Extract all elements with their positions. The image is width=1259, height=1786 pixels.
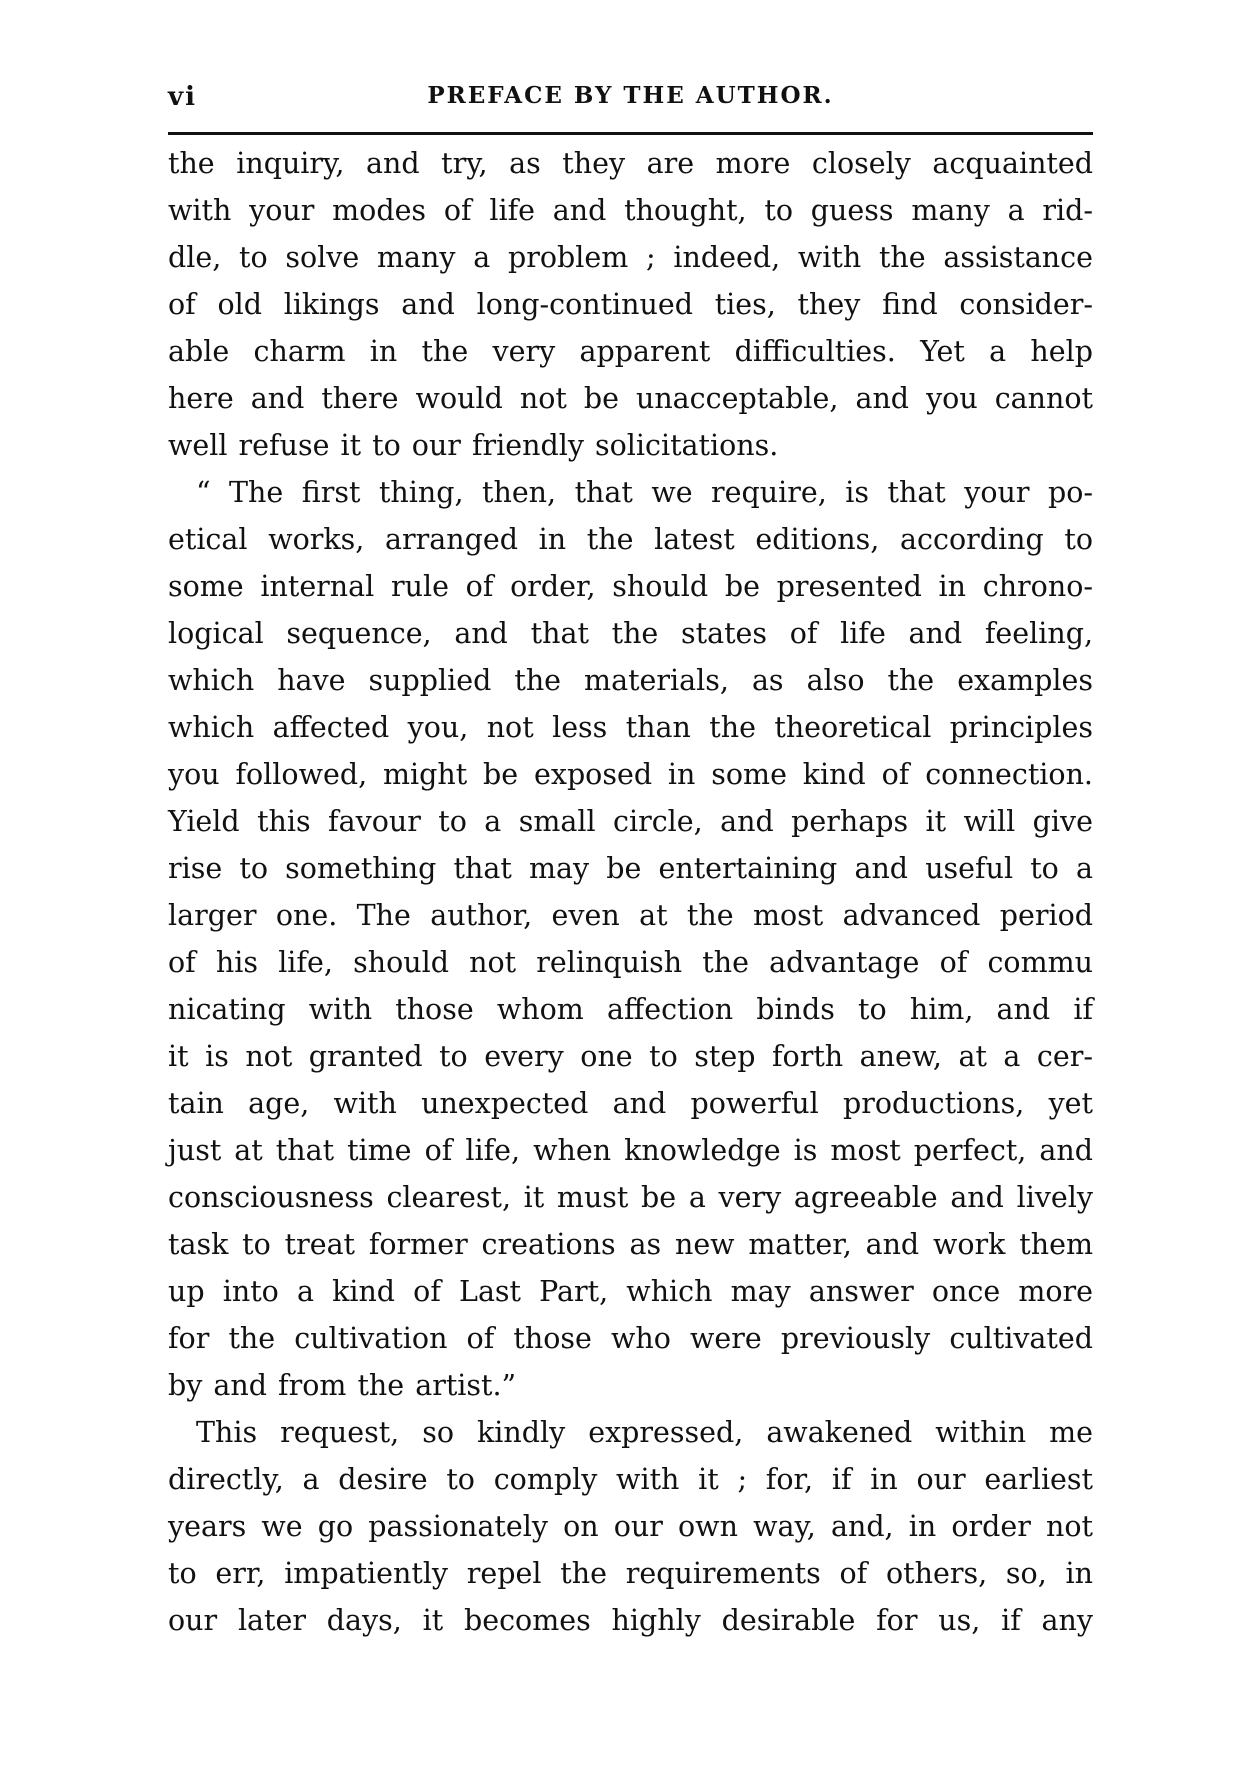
running-title: PREFACE BY THE AUTHOR. — [427, 82, 834, 109]
text-line: you followed, might be exposed in some kind of connection. — [168, 758, 1093, 791]
text-line: rise to something that may be entertaining and useful to a — [168, 852, 1093, 885]
paragraph — [168, 469, 1093, 1409]
text-line: nicating with those whom affection binds to him, and if — [168, 993, 1093, 1026]
text-line: of old likings and long-continued ties, they find consider- — [168, 288, 1093, 321]
text-line: with your modes of life and thought, to guess many a rid- — [168, 194, 1093, 227]
text-line: “ The first thing, then, that we require, is that your po- — [196, 476, 1093, 509]
page-number: vi — [168, 82, 197, 112]
text-line: years we go passionately on our own way, and, in order not — [168, 1510, 1093, 1543]
text-line: task to treat former creations as new matter, and work them — [168, 1228, 1093, 1261]
text-line: up into a kind of Last Part, which may answer once more — [168, 1275, 1093, 1308]
text-line: just at that time of life, when knowledge is most perfect, and — [168, 1134, 1093, 1167]
body-text — [168, 140, 1093, 1644]
text-line: by and from the artist.” — [168, 1369, 517, 1402]
text-line: of his life, should not relinquish the advantage of commu — [168, 946, 1093, 979]
text-line: to err, impatiently repel the requirements of others, so, in — [168, 1557, 1093, 1590]
text-line: etical works, arranged in the latest editions, according to — [168, 523, 1093, 556]
text-line: some internal rule of order, should be presented in chrono- — [168, 570, 1093, 603]
text-line: directly, a desire to comply with it ; for, if in our earliest — [168, 1463, 1093, 1496]
text-line: able charm in the very apparent difficulties. Yet a help — [168, 335, 1093, 368]
text-line: tain age, with unexpected and powerful productions, yet — [168, 1087, 1093, 1120]
text-line: for the cultivation of those who were previously cultivated — [168, 1322, 1093, 1355]
text-line: consciousness clearest, it must be a very agreeable and lively — [168, 1181, 1093, 1214]
page-header — [168, 82, 1093, 122]
text-line: well refuse it to our friendly solicitations. — [168, 429, 779, 462]
text-line: the inquiry, and try, as they are more closely acquainted — [168, 147, 1093, 180]
text-line: This request, so kindly expressed, awakened within me — [196, 1416, 1093, 1449]
text-line: which affected you, not less than the theoretical principles — [168, 711, 1093, 744]
text-line: it is not granted to every one to step forth anew, at a cer- — [168, 1040, 1093, 1073]
header-rule — [168, 132, 1093, 135]
text-line: logical sequence, and that the states of life and feeling, — [168, 617, 1093, 650]
text-line: dle, to solve many a problem ; indeed, with the assistance — [168, 241, 1093, 274]
text-line: here and there would not be unacceptable, and you cannot — [168, 382, 1093, 415]
text-line: Yield this favour to a small circle, and perhaps it will give — [168, 805, 1093, 838]
paragraph — [168, 140, 1093, 469]
paragraph — [168, 1409, 1093, 1644]
text-line: our later days, it becomes highly desirable for us, if any — [168, 1604, 1093, 1637]
text-line: which have supplied the materials, as also the examples — [168, 664, 1093, 697]
text-line: larger one. The author, even at the most advanced period — [168, 899, 1093, 932]
